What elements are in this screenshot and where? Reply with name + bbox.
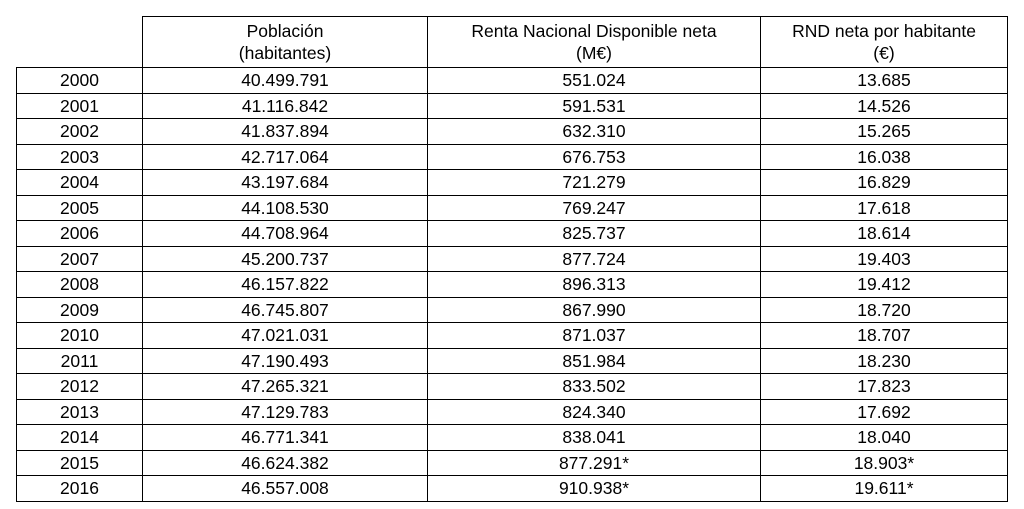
- table-row: [17, 93, 1008, 119]
- table-row: [17, 348, 1008, 374]
- header-poblacion-label: Población: [246, 21, 324, 41]
- rnd-cell: 721.279: [428, 170, 761, 196]
- table-row: [17, 272, 1008, 298]
- poblacion-cell: 44.708.964: [143, 221, 428, 247]
- table-row: [17, 144, 1008, 170]
- table-row: [17, 476, 1008, 502]
- rnd-cell: 833.502: [428, 374, 761, 400]
- poblacion-cell: 47.129.783: [143, 399, 428, 425]
- year-cell: 2005: [17, 195, 143, 221]
- rnd-cell: 676.753: [428, 144, 761, 170]
- per-capita-cell: 15.265: [761, 119, 1008, 145]
- poblacion-cell: 41.837.894: [143, 119, 428, 145]
- rnd-cell: 851.984: [428, 348, 761, 374]
- year-cell: 2007: [17, 246, 143, 272]
- year-cell: 2010: [17, 323, 143, 349]
- rnd-cell: 824.340: [428, 399, 761, 425]
- poblacion-cell: 47.265.321: [143, 374, 428, 400]
- year-cell: 2012: [17, 374, 143, 400]
- poblacion-cell: 41.116.842: [143, 93, 428, 119]
- table-row: [17, 450, 1008, 476]
- rnd-cell: 838.041: [428, 425, 761, 451]
- rnd-cell: 871.037: [428, 323, 761, 349]
- income-population-table: [16, 16, 1008, 502]
- per-capita-cell: 14.526: [761, 93, 1008, 119]
- year-cell: 2004: [17, 170, 143, 196]
- header-blank-cell: [17, 17, 143, 68]
- year-cell: 2006: [17, 221, 143, 247]
- rnd-cell: 910.938*: [428, 476, 761, 502]
- table-row: [17, 297, 1008, 323]
- table-row: [17, 425, 1008, 451]
- poblacion-cell: 46.771.341: [143, 425, 428, 451]
- table-row: [17, 323, 1008, 349]
- poblacion-cell: 42.717.064: [143, 144, 428, 170]
- table-row: [17, 374, 1008, 400]
- table-row: [17, 195, 1008, 221]
- rnd-cell: 877.724: [428, 246, 761, 272]
- rnd-cell: 769.247: [428, 195, 761, 221]
- table-row: [17, 221, 1008, 247]
- per-capita-cell: 18.614: [761, 221, 1008, 247]
- per-capita-cell: 18.903*: [761, 450, 1008, 476]
- table-row: [17, 68, 1008, 94]
- year-cell: 2002: [17, 119, 143, 145]
- poblacion-cell: 40.499.791: [143, 68, 428, 94]
- per-capita-cell: 17.692: [761, 399, 1008, 425]
- year-cell: 2014: [17, 425, 143, 451]
- year-cell: 2013: [17, 399, 143, 425]
- header-per-capita-label: RND neta por habitante: [792, 21, 976, 41]
- rnd-cell: 867.990: [428, 297, 761, 323]
- per-capita-cell: 18.720: [761, 297, 1008, 323]
- per-capita-cell: 16.829: [761, 170, 1008, 196]
- rnd-cell: 896.313: [428, 272, 761, 298]
- poblacion-cell: 46.157.822: [143, 272, 428, 298]
- per-capita-cell: 19.412: [761, 272, 1008, 298]
- per-capita-cell: 13.685: [761, 68, 1008, 94]
- table-body: [17, 68, 1008, 502]
- year-cell: 2015: [17, 450, 143, 476]
- poblacion-cell: 47.021.031: [143, 323, 428, 349]
- header-poblacion-unit: (habitantes): [238, 43, 332, 63]
- year-cell: 2008: [17, 272, 143, 298]
- table-row: [17, 246, 1008, 272]
- rnd-cell: 825.737: [428, 221, 761, 247]
- per-capita-cell: 18.230: [761, 348, 1008, 374]
- per-capita-cell: 18.040: [761, 425, 1008, 451]
- year-cell: 2000: [17, 68, 143, 94]
- per-capita-cell: 17.823: [761, 374, 1008, 400]
- per-capita-cell: 19.403: [761, 246, 1008, 272]
- rnd-cell: 551.024: [428, 68, 761, 94]
- header-rnd-unit: (M€): [576, 43, 612, 63]
- header-row: [17, 17, 1008, 68]
- rnd-cell: 591.531: [428, 93, 761, 119]
- poblacion-cell: 46.557.008: [143, 476, 428, 502]
- year-cell: 2003: [17, 144, 143, 170]
- per-capita-cell: 17.618: [761, 195, 1008, 221]
- year-cell: 2016: [17, 476, 143, 502]
- header-per-capita-unit: (€): [873, 43, 895, 63]
- poblacion-cell: 46.745.807: [143, 297, 428, 323]
- table-row: [17, 119, 1008, 145]
- year-cell: 2011: [17, 348, 143, 374]
- per-capita-cell: 19.611*: [761, 476, 1008, 502]
- poblacion-cell: 46.624.382: [143, 450, 428, 476]
- table-row: [17, 170, 1008, 196]
- header-rnd-label: Renta Nacional Disponible neta: [471, 21, 717, 41]
- per-capita-cell: 16.038: [761, 144, 1008, 170]
- poblacion-cell: 44.108.530: [143, 195, 428, 221]
- rnd-cell: 632.310: [428, 119, 761, 145]
- table-row: [17, 399, 1008, 425]
- header-rnd: [428, 17, 761, 68]
- header-poblacion: [143, 17, 428, 68]
- per-capita-cell: 18.707: [761, 323, 1008, 349]
- year-cell: 2001: [17, 93, 143, 119]
- rnd-cell: 877.291*: [428, 450, 761, 476]
- year-cell: 2009: [17, 297, 143, 323]
- poblacion-cell: 47.190.493: [143, 348, 428, 374]
- header-per-capita: [761, 17, 1008, 68]
- poblacion-cell: 45.200.737: [143, 246, 428, 272]
- poblacion-cell: 43.197.684: [143, 170, 428, 196]
